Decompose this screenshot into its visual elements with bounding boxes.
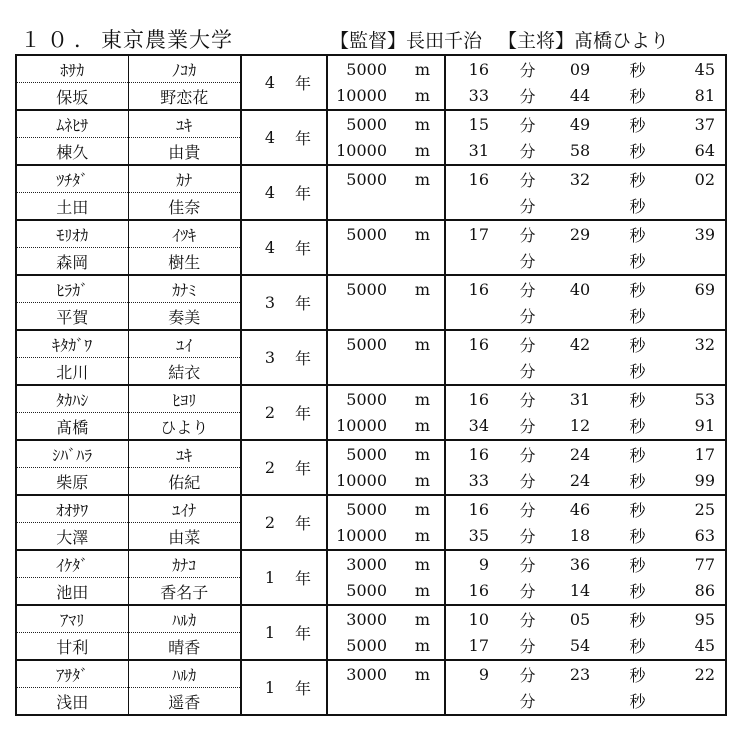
- athlete-row: [16, 55, 726, 83]
- second-unit: 秒: [610, 550, 665, 578]
- time-hundredths: 91: [665, 413, 726, 441]
- grade-unit: 年: [281, 330, 327, 385]
- family-name: 池田: [56, 582, 89, 602]
- second-unit: 秒: [610, 138, 665, 166]
- event-distance: 5000: [327, 440, 401, 468]
- meter-unit: m: [401, 220, 445, 248]
- meter-unit: m: [401, 385, 445, 413]
- minute-unit: 分: [505, 193, 550, 221]
- grade-value: 4: [264, 73, 275, 92]
- minute-unit: 分: [505, 330, 550, 358]
- given-kana: ﾕｲﾅ: [128, 495, 241, 523]
- team-title: [20, 24, 233, 54]
- family-kana: ﾑﾈﾋｻ: [16, 110, 128, 138]
- given-kana: ｲﾂｷ: [128, 220, 241, 248]
- athlete-row: [16, 550, 726, 578]
- grade-unit: 年: [281, 495, 327, 550]
- roster-header: [0, 0, 750, 52]
- given-kana: ｶﾅﾐ: [128, 275, 241, 303]
- second-unit: 秒: [610, 413, 665, 441]
- athlete-row-continued: [16, 358, 726, 386]
- time-seconds: [550, 193, 610, 221]
- second-unit: 秒: [610, 468, 665, 496]
- event-distance: 10000: [327, 468, 401, 496]
- time-hundredths: 45: [665, 633, 726, 661]
- time-hundredths: 45: [694, 59, 715, 79]
- team-number: １０．: [20, 28, 101, 52]
- time-minutes: 16: [445, 440, 505, 468]
- second-unit: 秒: [610, 440, 665, 468]
- time-seconds: 09: [569, 59, 591, 79]
- time-minutes: 15: [445, 110, 505, 138]
- event-distance: [327, 193, 401, 221]
- meter-unit: m: [401, 660, 445, 688]
- meter-unit: [401, 358, 445, 386]
- time-minutes: 33: [445, 468, 505, 496]
- roster-table: [15, 54, 727, 716]
- meter-unit: m: [401, 468, 445, 496]
- meter-unit: m: [401, 495, 445, 523]
- athlete-row: [16, 275, 726, 303]
- coach-name: 長田千治: [406, 30, 483, 52]
- time-seconds: 14: [550, 578, 610, 606]
- meter-unit: m: [401, 605, 445, 633]
- athlete-row: [16, 220, 726, 248]
- athlete-row-continued: [16, 138, 726, 166]
- time-seconds: 24: [550, 440, 610, 468]
- given-name: 由貴: [128, 138, 241, 166]
- time-hundredths: 39: [665, 220, 726, 248]
- given-name: 結衣: [128, 358, 241, 386]
- meter-unit: m: [401, 138, 445, 166]
- grade-value: 2: [241, 440, 281, 495]
- time-seconds: 12: [550, 413, 610, 441]
- given-name: 晴香: [128, 633, 241, 661]
- family-name: 浅田: [56, 692, 89, 712]
- athlete-row: [16, 110, 726, 138]
- time-minutes: [445, 358, 505, 386]
- time-hundredths: 32: [665, 330, 726, 358]
- family-kana: ｲｹﾀﾞ: [16, 550, 128, 578]
- meter-unit: m: [401, 275, 445, 303]
- time-seconds: 32: [550, 165, 610, 193]
- minute-unit: 分: [505, 138, 550, 166]
- family-name: 大澤: [56, 527, 89, 547]
- minute-unit: 分: [505, 688, 550, 716]
- given-kana: ﾉｺｶ: [128, 55, 241, 83]
- time-minutes: 17: [445, 220, 505, 248]
- meter-unit: m: [401, 55, 445, 83]
- time-hundredths: [665, 193, 726, 221]
- minute-unit: 分: [505, 495, 550, 523]
- minute-unit: 分: [505, 440, 550, 468]
- second-unit: 秒: [610, 193, 665, 221]
- captain-name: 髙橋ひより: [574, 30, 670, 52]
- family-kana: ﾎｻｶ: [16, 55, 128, 83]
- time-minutes: [445, 688, 505, 716]
- event-distance: 5000: [327, 275, 401, 303]
- meter-unit: m: [401, 110, 445, 138]
- family-name: 北川: [56, 362, 89, 382]
- time-minutes: 9: [445, 550, 505, 578]
- minute-unit: 分: [505, 550, 550, 578]
- time-minutes: 16: [445, 330, 505, 358]
- family-kana: ﾓﾘｵｶ: [16, 220, 128, 248]
- event-distance: 10000: [327, 413, 401, 441]
- second-unit: 秒: [610, 385, 665, 413]
- grade-unit: 年: [281, 165, 327, 220]
- event-distance: 3000: [327, 660, 401, 688]
- minute-unit: 分: [505, 605, 550, 633]
- athlete-row-continued: [16, 468, 726, 496]
- meter-unit: [401, 688, 445, 716]
- grade-value: 3: [241, 330, 281, 385]
- time-hundredths: 99: [665, 468, 726, 496]
- event-distance: 5000: [327, 385, 401, 413]
- meter-unit: [401, 248, 445, 276]
- time-hundredths: [665, 358, 726, 386]
- time-seconds: [550, 248, 610, 276]
- time-minutes: [445, 193, 505, 221]
- time-seconds: 54: [550, 633, 610, 661]
- second-unit: 秒: [610, 605, 665, 633]
- minute-unit: 分: [519, 60, 536, 80]
- given-name: 由菜: [128, 523, 241, 551]
- grade-unit: 年: [281, 550, 327, 605]
- athlete-row-continued: [16, 523, 726, 551]
- meter-unit: m: [401, 440, 445, 468]
- athlete-row-continued: [16, 193, 726, 221]
- given-kana: ｶﾅ: [128, 165, 241, 193]
- minute-unit: 分: [505, 385, 550, 413]
- grade-value: 4: [241, 110, 281, 165]
- grade-unit: 年: [281, 110, 327, 165]
- minute-unit: 分: [505, 523, 550, 551]
- given-name: 遥香: [128, 688, 241, 716]
- time-minutes: 16: [468, 59, 489, 79]
- athlete-row: [16, 660, 726, 688]
- grade-value: 4: [241, 220, 281, 275]
- athlete-row-continued: [16, 578, 726, 606]
- time-hundredths: 17: [665, 440, 726, 468]
- meter-unit: m: [401, 83, 445, 111]
- time-hundredths: [665, 248, 726, 276]
- athlete-row: [16, 495, 726, 523]
- time-hundredths: 37: [665, 110, 726, 138]
- minute-unit: 分: [505, 165, 550, 193]
- family-name: 森岡: [56, 252, 89, 272]
- time-seconds: 46: [550, 495, 610, 523]
- given-kana: ﾕｷ: [128, 440, 241, 468]
- family-name: 棟久: [56, 142, 89, 162]
- time-minutes: 31: [445, 138, 505, 166]
- minute-unit: 分: [505, 578, 550, 606]
- event-distance: [327, 358, 401, 386]
- meter-unit: m: [401, 633, 445, 661]
- minute-unit: 分: [505, 358, 550, 386]
- second-unit: 秒: [610, 358, 665, 386]
- family-kana: ｱﾏﾘ: [16, 605, 128, 633]
- athlete-row: [16, 165, 726, 193]
- athlete-row-continued: [16, 248, 726, 276]
- family-kana: ﾀｶﾊｼ: [16, 385, 128, 413]
- event-distance: 10000: [327, 523, 401, 551]
- second-unit: 秒: [610, 660, 665, 688]
- given-kana: ﾊﾙｶ: [128, 605, 241, 633]
- time-minutes: 16: [445, 165, 505, 193]
- time-seconds: 24: [550, 468, 610, 496]
- time-minutes: [445, 248, 505, 276]
- time-minutes: 17: [445, 633, 505, 661]
- given-name: 佳奈: [128, 193, 241, 221]
- time-hundredths: 63: [665, 523, 726, 551]
- athlete-row-continued: [16, 633, 726, 661]
- time-seconds: [550, 303, 610, 331]
- grade-value: 2: [241, 495, 281, 550]
- time-hundredths: 53: [665, 385, 726, 413]
- coach-label: 【監督】: [330, 30, 407, 52]
- family-kana: ｵｵｻﾜ: [16, 495, 128, 523]
- family-name: 髙橋: [56, 417, 89, 437]
- second-unit: 秒: [610, 220, 665, 248]
- meter-unit: [401, 193, 445, 221]
- given-kana: ﾕｷ: [128, 110, 241, 138]
- event-distance: 5000: [327, 220, 401, 248]
- second-unit: 秒: [610, 578, 665, 606]
- athlete-row: [16, 385, 726, 413]
- event-distance: 10000: [327, 138, 401, 166]
- meter-unit: m: [401, 413, 445, 441]
- minute-unit: 分: [505, 660, 550, 688]
- captain-label: 【主将】: [498, 30, 575, 52]
- minute-unit: 分: [505, 248, 550, 276]
- athlete-row: [16, 605, 726, 633]
- grade-value: 1: [241, 605, 281, 660]
- event-distance: 5000: [327, 633, 401, 661]
- minute-unit: 分: [505, 220, 550, 248]
- minute-unit: 分: [505, 468, 550, 496]
- meter-unit: [401, 303, 445, 331]
- time-hundredths: 02: [665, 165, 726, 193]
- family-kana: ｼﾊﾞﾊﾗ: [16, 440, 128, 468]
- time-seconds: 49: [550, 110, 610, 138]
- time-seconds: 05: [550, 605, 610, 633]
- given-name: 奏美: [128, 303, 241, 331]
- grade-unit: 年: [281, 55, 327, 110]
- given-name: 香名子: [128, 578, 241, 606]
- minute-unit: 分: [505, 83, 550, 111]
- given-name: 樹生: [128, 248, 241, 276]
- grade-value: 4: [241, 165, 281, 220]
- second-unit: 秒: [610, 165, 665, 193]
- minute-unit: 分: [505, 110, 550, 138]
- minute-unit: 分: [505, 303, 550, 331]
- event-distance: 5000: [327, 110, 401, 138]
- event-distance: [327, 303, 401, 331]
- time-seconds: 58: [550, 138, 610, 166]
- time-minutes: 16: [445, 495, 505, 523]
- second-unit: 秒: [610, 303, 665, 331]
- family-kana: ｷﾀｶﾞﾜ: [16, 330, 128, 358]
- event-distance: 5000: [327, 495, 401, 523]
- given-kana: ﾕｲ: [128, 330, 241, 358]
- time-hundredths: 95: [665, 605, 726, 633]
- athlete-row-continued: [16, 303, 726, 331]
- second-unit: 秒: [610, 110, 665, 138]
- time-minutes: 16: [445, 385, 505, 413]
- second-unit: 秒: [610, 330, 665, 358]
- time-hundredths: 81: [665, 83, 726, 111]
- time-seconds: 18: [550, 523, 610, 551]
- family-name: 甘利: [56, 637, 89, 657]
- grade-value: 3: [241, 275, 281, 330]
- given-name: 野恋花: [128, 83, 241, 111]
- time-minutes: 16: [445, 578, 505, 606]
- time-seconds: 29: [550, 220, 610, 248]
- minute-unit: 分: [505, 275, 550, 303]
- grade-unit: 年: [281, 440, 327, 495]
- athlete-row: [16, 330, 726, 358]
- minute-unit: 分: [505, 633, 550, 661]
- second-unit: 秒: [610, 633, 665, 661]
- grade-value: 1: [241, 660, 281, 715]
- time-seconds: [550, 688, 610, 716]
- athlete-row-continued: [16, 688, 726, 716]
- family-name: 柴原: [56, 472, 89, 492]
- given-kana: ﾋﾖﾘ: [128, 385, 241, 413]
- time-seconds: 23: [550, 660, 610, 688]
- meter-unit: m: [401, 165, 445, 193]
- second-unit: 秒: [610, 523, 665, 551]
- event-distance: 3000: [327, 605, 401, 633]
- time-minutes: 33: [445, 83, 505, 111]
- event-distance: 5000: [327, 165, 401, 193]
- athlete-row-continued: [16, 413, 726, 441]
- second-unit: 秒: [629, 60, 646, 80]
- event-distance: [327, 248, 401, 276]
- grade-unit: 年: [281, 220, 327, 275]
- time-minutes: 35: [445, 523, 505, 551]
- time-minutes: 9: [445, 660, 505, 688]
- staff-info: [330, 26, 669, 53]
- time-seconds: 44: [550, 83, 610, 111]
- meter-unit: m: [401, 578, 445, 606]
- second-unit: 秒: [610, 688, 665, 716]
- time-minutes: [445, 303, 505, 331]
- time-minutes: 16: [445, 275, 505, 303]
- grade-value: 1: [241, 550, 281, 605]
- family-kana: ｱｻﾀﾞ: [16, 660, 128, 688]
- event-distance: 5000: [327, 330, 401, 358]
- meter-unit: m: [401, 550, 445, 578]
- time-minutes: 10: [445, 605, 505, 633]
- family-kana: ﾋﾗｶﾞ: [16, 275, 128, 303]
- time-hundredths: 86: [665, 578, 726, 606]
- grade-unit: 年: [281, 385, 327, 440]
- event-distance: 5000: [346, 59, 387, 79]
- time-minutes: 34: [445, 413, 505, 441]
- time-hundredths: 22: [665, 660, 726, 688]
- event-distance: [327, 688, 401, 716]
- event-distance: 5000: [327, 578, 401, 606]
- family-name: 保坂: [56, 87, 89, 107]
- time-seconds: 36: [550, 550, 610, 578]
- family-kana: ﾂﾁﾀﾞ: [16, 165, 128, 193]
- event-distance: 10000: [327, 83, 401, 111]
- time-hundredths: 25: [665, 495, 726, 523]
- time-seconds: [550, 358, 610, 386]
- grade-unit: 年: [281, 605, 327, 660]
- meter-unit: m: [401, 330, 445, 358]
- family-name: 平賀: [56, 307, 89, 327]
- second-unit: 秒: [610, 275, 665, 303]
- athlete-row-continued: [16, 83, 726, 111]
- athlete-row: [16, 440, 726, 468]
- second-unit: 秒: [610, 248, 665, 276]
- minute-unit: 分: [505, 413, 550, 441]
- grade-unit: 年: [281, 275, 327, 330]
- time-hundredths: [665, 688, 726, 716]
- event-distance: 3000: [327, 550, 401, 578]
- team-name: 東京農業大学: [101, 28, 233, 52]
- time-seconds: 31: [550, 385, 610, 413]
- grade-unit: 年: [281, 660, 327, 715]
- given-kana: ｶﾅｺ: [128, 550, 241, 578]
- time-hundredths: 69: [665, 275, 726, 303]
- time-hundredths: 77: [665, 550, 726, 578]
- meter-unit: m: [401, 523, 445, 551]
- time-hundredths: 64: [665, 138, 726, 166]
- given-name: ひより: [128, 413, 241, 441]
- given-kana: ﾊﾙｶ: [128, 660, 241, 688]
- family-name: 土田: [56, 197, 89, 217]
- time-seconds: 42: [550, 330, 610, 358]
- second-unit: 秒: [610, 495, 665, 523]
- grade-value: 2: [241, 385, 281, 440]
- time-seconds: 40: [550, 275, 610, 303]
- second-unit: 秒: [610, 83, 665, 111]
- time-hundredths: [665, 303, 726, 331]
- given-name: 佑紀: [128, 468, 241, 496]
